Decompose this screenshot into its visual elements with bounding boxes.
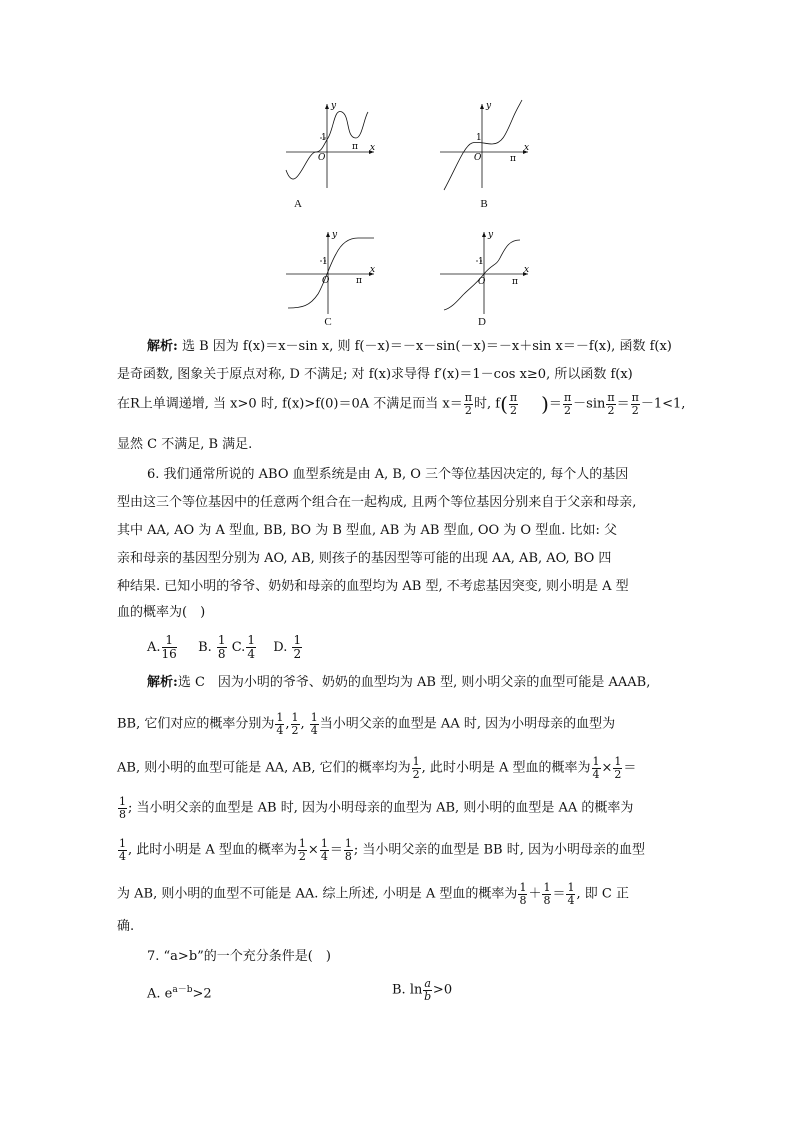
solution-6-line-7: 确. <box>117 919 135 934</box>
graph-c <box>282 228 382 320</box>
x-label: x <box>524 265 530 275</box>
graph-b <box>436 98 536 193</box>
question-7-stem: 7. “a>b”的一个充分条件是( ) <box>147 949 331 964</box>
curve-c <box>288 238 374 308</box>
y-label: y <box>488 230 494 240</box>
option-d: D. $\frac{1}{2}$ <box>273 633 302 661</box>
question-6-line-3: 其中 AA, AO 为 A 型血, BB, BO 为 B 型血, AB 为 AB 型血, OO 为 O 型血. 比如: 父 <box>117 523 617 538</box>
option-c: C. $\frac{1}{4}$ <box>231 633 255 661</box>
question-6-line-2: 型由这三个等位基因中的任意两个组合在一起构成, 且两个等位基因分别来自于父亲和母亲, <box>117 495 637 510</box>
pi-label: π <box>510 154 516 164</box>
solution-label: 解析: <box>147 675 178 690</box>
pi-label: π <box>352 142 358 152</box>
question-6-line-5: 种结果. 已知小明的爷爷、奶奶和母亲的血型均为 AB 型, 不考虑基因突变, 则小明是 A 型 <box>117 579 629 594</box>
y-label: y <box>486 101 492 111</box>
origin-label: O <box>478 277 486 287</box>
x-label: x <box>524 143 530 153</box>
question-7-option-b: B. ln $\frac{a}{b}$ >0 <box>392 977 453 1003</box>
graph-d <box>436 228 536 320</box>
solution-6-line-2: BB, 它们对应的概率分别为 $\frac{1}{4}$ , $\frac{1}{2}$ , $\frac{1}{4}$ 当小明父亲的血型是 AA 时, 因为小明母亲的血型为 <box>117 711 616 737</box>
caption-d: D <box>478 316 486 328</box>
option-a: A. $\frac{1}{16}$ <box>147 633 177 661</box>
question-6-line-6: 血的概率为( ) <box>117 605 206 620</box>
question-6-line-1: 6. 我们通常所说的 ABO 血型系统是由 A, B, O 三个等位基因决定的, 每个人的基因 <box>147 467 629 482</box>
pi-label: π <box>512 277 518 287</box>
caption-b: B <box>480 198 488 210</box>
solution-6-line-4: $\frac{1}{8}$ ; 当小明父亲的血型是 AB 时, 因为小明母亲的血型为 AB, 则小明的血型是 AA 的概率为 <box>119 795 634 821</box>
solution-5-line-4: 显然 C 不满足, B 满足. <box>117 437 253 452</box>
x-label: x <box>370 265 376 275</box>
solution-6-line-1: 解析:选 C 因为小明的爷爷、奶奶的血型均为 AB 型, 则小明父亲的血型可能是 AAAB, <box>147 675 651 690</box>
x-label: x <box>370 143 376 153</box>
graph-a <box>282 98 382 193</box>
curve-b <box>444 100 522 190</box>
solution-6-line-3: AB, 则小明的血型可能是 AA, AB, 它们的概率均为 $\frac{1}{2}$ , 此时小明是 A 型血的概率为 $\frac{1}{4}$ × $\frac{1}{2}$ ＝ <box>117 755 637 781</box>
origin-label: O <box>474 153 482 163</box>
question-6-line-4: 亲和母亲的基因型分别为 AO, AB, 则孩子的基因型等可能的出现 AA, AB, AO, BO 四 <box>117 551 612 566</box>
solution-label: 解析: <box>147 339 178 354</box>
solution-6-line-6: 为 AB, 则小明的血型不可能是 AA. 综上所述, 小明是 A 型血的概率为 $\frac{1}{8}$ ＋ $\frac{1}{8}$ ＝ $\frac{1}{4}$ , 即 C 正 <box>117 881 629 907</box>
solution-5-line-3: 在R上单调递增, 当 x>0 时, f(x)>f(0)＝0A 不满足而当 x＝ $\frac{\pi}{2}$ 时, f( $\frac{\pi}{2}$ )＝ $\frac{\pi}{2}$ －sin $\frac{\pi}{2}$ ＝ $\frac{\pi}{2}$ －1<1, <box>117 391 686 417</box>
solution-5-line-1: 解析: 选 B 因为 f(x)＝x－sin x, 则 f(－x)＝－x－sin(－x)＝－x＋sin x＝－f(x), 函数 f(x) <box>147 339 672 354</box>
one-label: 1 <box>321 133 327 143</box>
one-label: 1 <box>478 257 484 267</box>
one-label: 1 <box>322 257 328 267</box>
caption-c: C <box>324 316 332 328</box>
solution-5-line-2: 是奇函数, 图象关于原点对称, D 不满足; 对 f(x)求导得 f′(x)＝1－cos x≥0, 所以函数 f(x) <box>117 367 633 382</box>
caption-a: A <box>294 198 302 210</box>
pi-label: π <box>356 276 362 286</box>
question-7-option-a: A. $e^{a-b}>2$ <box>147 985 212 1002</box>
curve-d <box>444 240 520 310</box>
y-label: y <box>332 230 338 240</box>
one-label: 1 <box>476 133 482 143</box>
question-6-options <box>147 634 303 660</box>
option-b: B. $\frac{1}{8}$ <box>198 633 226 661</box>
origin-label: O <box>318 153 326 163</box>
solution-6-line-5: $\frac{1}{4}$ , 此时小明是 A 型血的概率为 $\frac{1}{2}$ × $\frac{1}{4}$ ＝ $\frac{1}{8}$ ; 当小明父亲的血型是 BB 时, 因为小明母亲的血型 <box>119 837 645 863</box>
origin-label: O <box>322 276 330 286</box>
y-label: y <box>331 101 337 111</box>
